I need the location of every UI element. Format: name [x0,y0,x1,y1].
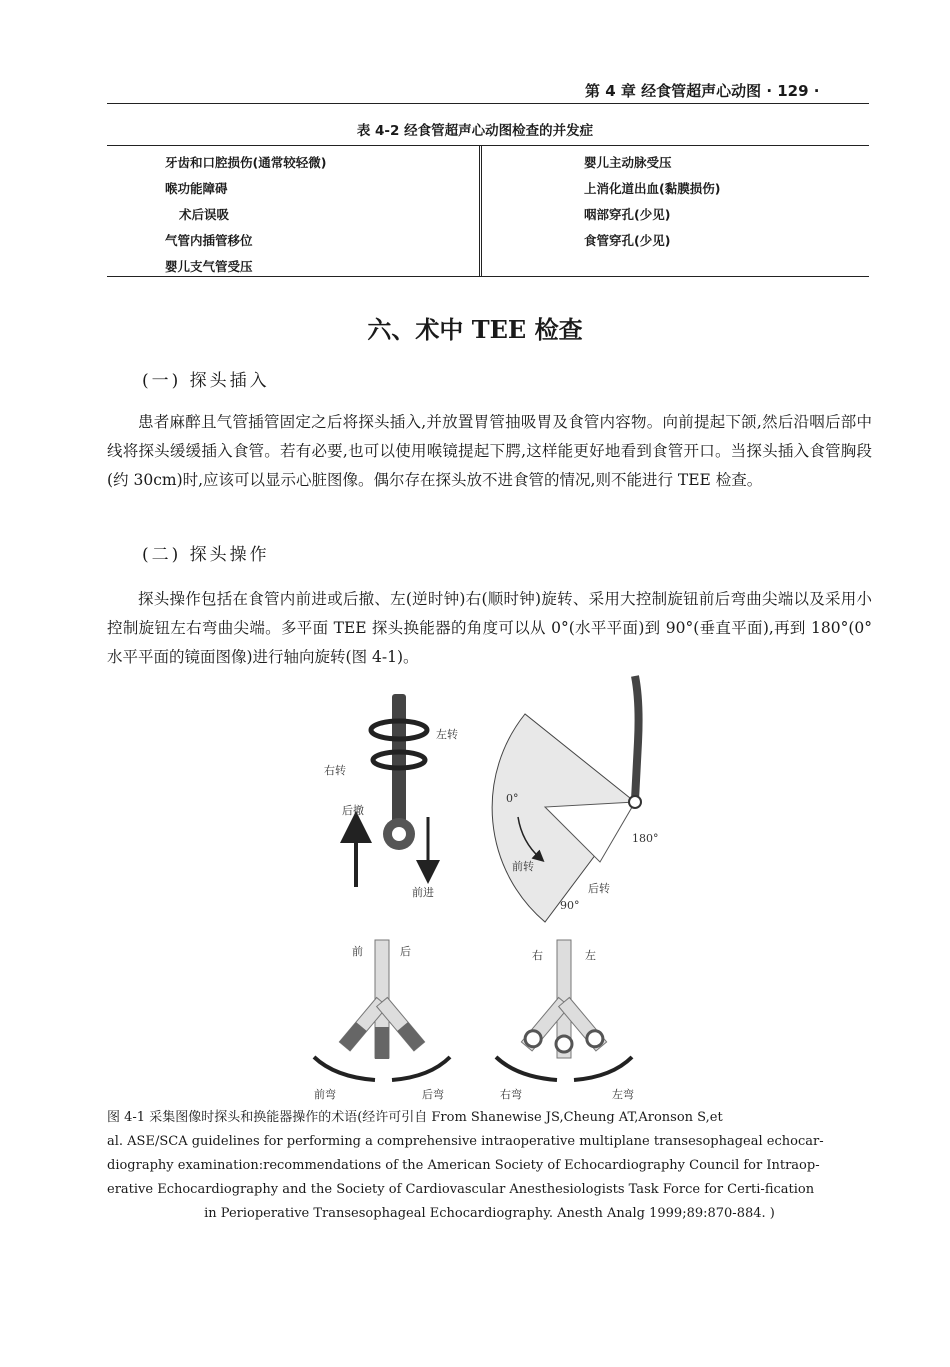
fig-label: 前 [352,945,363,958]
table-cell: 喉功能障碍 [165,181,228,196]
fig-label: 右 [532,949,543,962]
ante-flex-arrow [314,1057,375,1080]
fig-label: 左转 [436,728,458,741]
fig-label: 左弯 [612,1088,634,1101]
table-column-divider [479,146,482,276]
table-cell: 牙齿和口腔损伤(通常较轻微) [165,155,327,170]
caption-line: erative Echocardiography and the Society of Cardiovascular Anesthesiologists Task Force for Certi-fication [107,1182,815,1197]
fig-label: 前弯 [314,1088,336,1101]
running-head: 第 4 章 经食管超声心动图 · 129 · [585,82,820,100]
probe-rotation-diagram [324,694,458,899]
multiplane-sector-diagram [492,676,658,922]
table-cell: 气管内插管移位 [165,233,253,248]
figure-caption [107,1106,872,1226]
probe-tip [375,1027,389,1059]
table-cell: 术后误吸 [179,207,230,222]
paragraph [107,585,872,672]
table-cell: 上消化道出血(黏膜损伤) [584,181,721,196]
transducer [629,796,641,808]
table-right-column [584,150,720,254]
fig-label: 后 [400,945,411,958]
fig-label: 90° [560,899,580,912]
flex-diagram-ante-retro [314,940,450,1101]
left-flex-arrow [574,1057,632,1080]
caption-line: diography examination:recommendations of the American Society of Echocardiography Council for Intraop- [107,1158,820,1173]
subsection-heading: (二) 探头操作 [142,545,270,565]
fig-label: 左 [585,949,596,962]
fig-label: 后转 [588,882,610,895]
section-title: 六、术中 TEE 检查 [367,315,583,344]
paragraph [107,408,872,495]
fig-label: 右转 [324,764,346,777]
caption-line: 图 4-1 采集图像时探头和换能器操作的术语(经许可引自 From Shanewise JS,Cheung AT,Aronson S,et [107,1110,723,1125]
caption-line: in Perioperative Transesophageal Echocardiography. Anesth Analg 1999;89:870-884. ) [204,1206,775,1221]
complications-table [107,145,869,277]
figure-probe-manipulation [300,672,680,1104]
paragraph-text: 患者麻醉且气管插管固定之后将探头插入,并放置胃管抽吸胃及食管内容物。向前提起下颌,然后沿咽后部中线将探头缓缓插入食管。若有必要,也可以使用喉镜提起下腭,这样能更好地看到食管开口。当探头插入食管胸段(约 30cm)时,应该可以显示心脏图像。偶尔存在探头放不进食管的情况,则不能进行 TEE 检查。 [107,413,872,489]
table-left-column [165,150,326,280]
flex-diagram-left-right [496,940,634,1101]
table-cell: 婴儿支气管受压 [165,259,253,274]
subsection-heading: (一) 探头插入 [142,371,270,391]
fig-label: 后弯 [422,1088,444,1101]
fig-label: 后撤 [342,804,364,817]
table-cell: 食管穿孔(少见) [584,233,671,248]
probe-tip-hole [392,827,406,841]
probe-shaft [392,694,406,824]
fig-label: 前进 [412,886,434,899]
paragraph-text: 探头操作包括在食管内前进或后撤、左(逆时钟)右(顺时钟)旋转、采用大控制旋钮前后弯曲尖端以及采用小控制旋钮左右弯曲尖端。多平面 TEE 探头换能器的角度可以从 0°(水平平面)到 90°(垂直平面),再到 180°(0°水平平面的镜面图像)进行轴向旋转(图 4-1)。 [107,590,872,666]
fig-label: 右弯 [500,1088,522,1101]
table-cell: 婴儿主动脉受压 [584,155,672,170]
probe-tip [556,1036,572,1052]
table-cell: 咽部穿孔(少见) [584,207,671,222]
caption-line: al. ASE/SCA guidelines for performing a comprehensive intraoperative multiplane transesophageal echocar- [107,1134,824,1149]
retro-flex-arrow [392,1057,450,1080]
table-caption: 表 4-2 经食管超声心动图检查的并发症 [356,123,594,139]
fig-label: 前转 [512,860,534,873]
fig-label: 0° [506,792,519,805]
fig-label: 180° [632,832,659,845]
probe-cable [635,676,639,800]
right-flex-arrow [496,1057,557,1080]
header-rule [107,103,869,104]
